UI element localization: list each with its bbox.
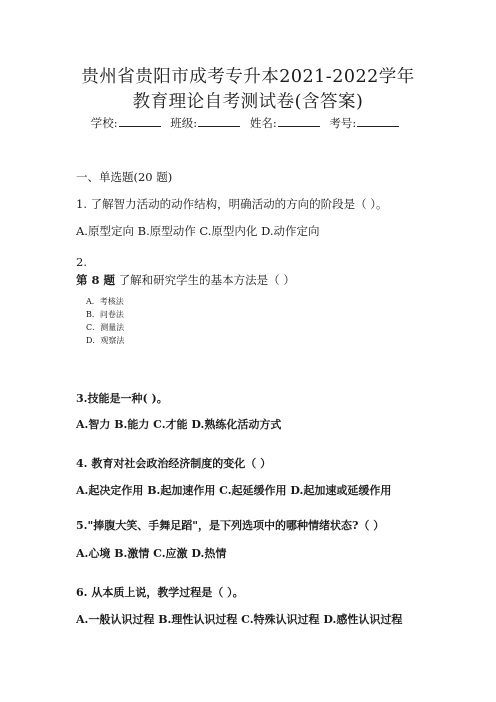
question-1-text: 1. 了解智力活动的动作结构，明确活动的方向的阶段是（ ）。 xyxy=(76,197,388,211)
name-blank xyxy=(278,116,320,127)
class-label: 班级: xyxy=(170,116,198,130)
question-2-option-a: A．考核法 xyxy=(86,297,124,306)
question-1-options: A.原型定向 B.原型动作 C.原型内化 D.动作定向 xyxy=(76,224,320,238)
student-info-row xyxy=(0,115,496,131)
document-title-line2: 教育理论自考测试卷(含答案) xyxy=(132,92,364,112)
question-4-text: 4. 教育对社会政治经济制度的变化（ ） xyxy=(76,457,272,470)
question-6-text: 6. 从本质上说，教学过程是（ ）。 xyxy=(76,586,244,599)
exam-number-blank xyxy=(357,116,399,127)
question-5-text: 5."捧腹大笑、手舞足蹈"，是下列选项中的哪种情绪状态?（ ） xyxy=(76,519,385,532)
question-3-text: 3.技能是一种( )。 xyxy=(76,392,168,405)
question-2-option-b: B．问卷法 xyxy=(86,310,124,319)
question-2-option-c: C．测量法 xyxy=(86,323,125,332)
question-2-stem: 了解和研究学生的基本方法是（ ） xyxy=(115,273,295,287)
document-title-line1: 贵州省贵阳市成考专升本2021-2022学年 xyxy=(81,67,415,87)
name-label: 姓名: xyxy=(249,116,277,130)
school-label: 学校: xyxy=(90,116,118,130)
question-3-options: A.智力 B.能力 C.才能 D.熟练化活动方式 xyxy=(76,418,282,431)
question-6-options: A.一般认识过程 B.理性认识过程 C.特殊认识过程 D.感性认识过程 xyxy=(76,613,403,626)
question-5-options: A.心境 B.激情 C.应激 D.热情 xyxy=(76,547,227,560)
question-2-text xyxy=(76,272,295,288)
question-4-options: A.起决定作用 B.起加速作用 C.起延缓作用 D.起加速或延缓作用 xyxy=(76,484,392,497)
question-2-number: 2. xyxy=(76,255,87,269)
school-blank xyxy=(119,116,161,127)
class-blank xyxy=(198,116,240,127)
exam-number-label: 考号: xyxy=(329,116,357,130)
question-2-label: 第 8 题 xyxy=(76,273,116,287)
section-heading: 一、单选题(20 题) xyxy=(76,170,173,184)
question-2-option-d: D．观察法 xyxy=(86,336,125,345)
